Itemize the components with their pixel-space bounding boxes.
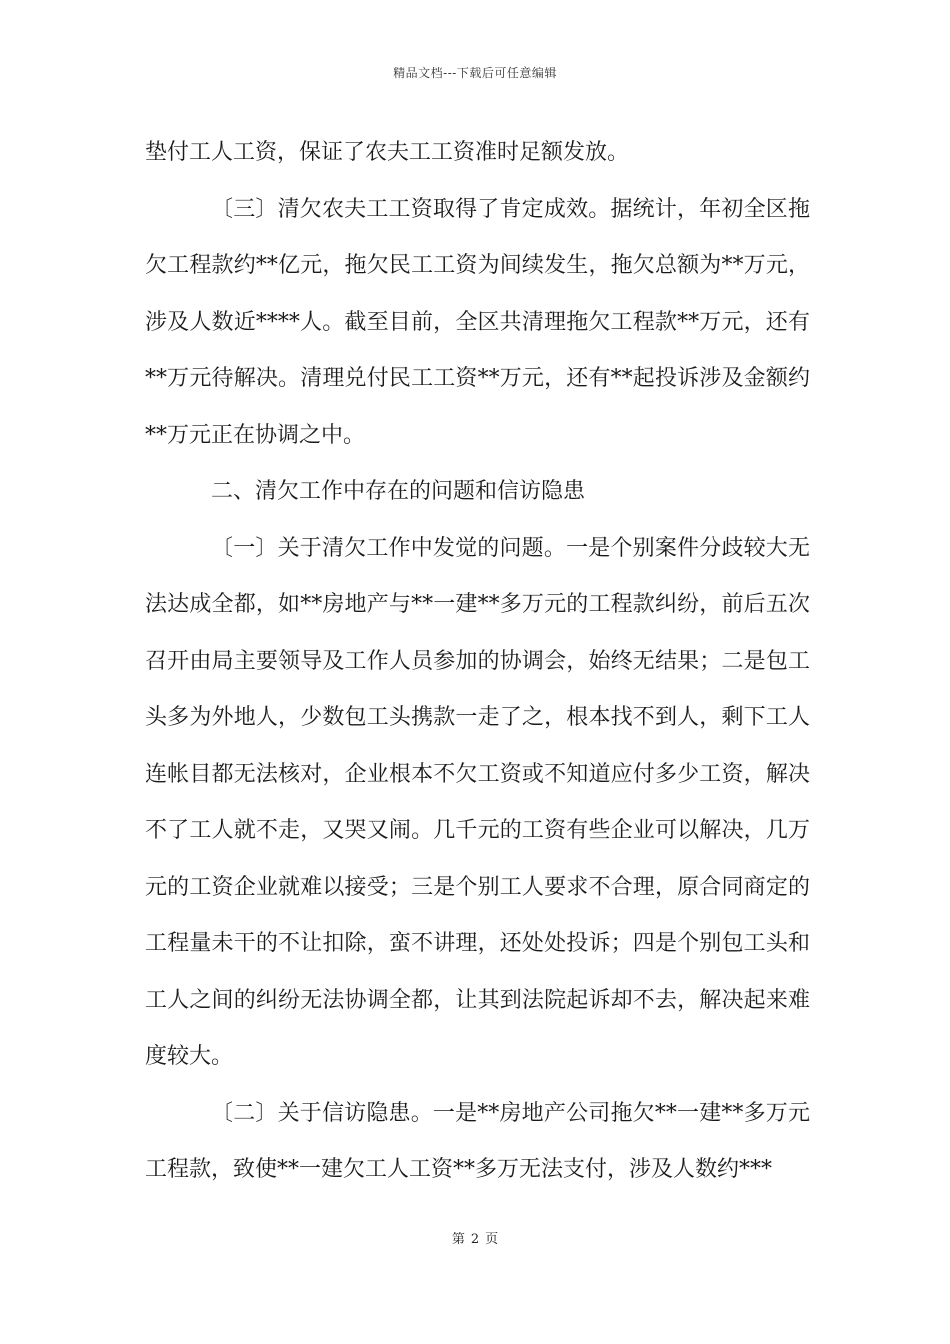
page-number-suffix: 页 xyxy=(485,1232,499,1247)
paragraph-1: 垫付工人工资，保证了农夫工工资准时足额发放。 xyxy=(145,140,630,165)
page-number: 2 xyxy=(470,1232,480,1247)
section-heading: 二、清欠工作中存在的问题和信访隐患 xyxy=(211,479,586,504)
document-body xyxy=(145,125,810,1199)
page-header: 精品文档---下载后可任意编辑 xyxy=(393,66,557,80)
page-footer xyxy=(0,1228,950,1247)
page-number-prefix: 第 xyxy=(451,1232,465,1247)
paragraph-2: 〔三〕清欠农夫工工资取得了肯定成效。据统计，年初全区拖欠工程款约**亿元，拖欠民工工资为间续发生，拖欠总额为**万元，涉及人数近****人。截至目前，全区共清理拖欠工程款**万元，还有**万元待解决。清理兑付民工工资**万元，还有**起投诉涉及金额约**万元正在协调之中。 xyxy=(145,196,810,448)
paragraph-3: 〔一〕关于清欠工作中发觉的问题。一是个别案件分歧较大无法达成全都，如**房地产与**一建**多万元的工程款纠纷，前后五次召开由局主要领导及工作人员参加的协调会，始终无结果；二是包工头多为外地人，少数包工头携款一走了之，根本找不到人，剩下工人连帐目都无法核对，企业根本不欠工资或不知道应付多少工资，解决不了工人就不走，又哭又闹。几千元的工资有些企业可以解决，几万元的工资企业就难以接受；三是个别工人要求不合理，原合同商定的工程量未干的不让扣除，蛮不讲理，还处处投诉；四是个别包工头和工人之间的纠纷无法协调全都，让其到法院起诉却不去，解决起来难度较大。 xyxy=(145,535,810,1069)
paragraph-4: 〔二〕关于信访隐患。一是**房地产公司拖欠**一建**多万元工程款，致使**一建欠工人工资**多万无法支付，涉及人数约*** xyxy=(145,1100,810,1182)
